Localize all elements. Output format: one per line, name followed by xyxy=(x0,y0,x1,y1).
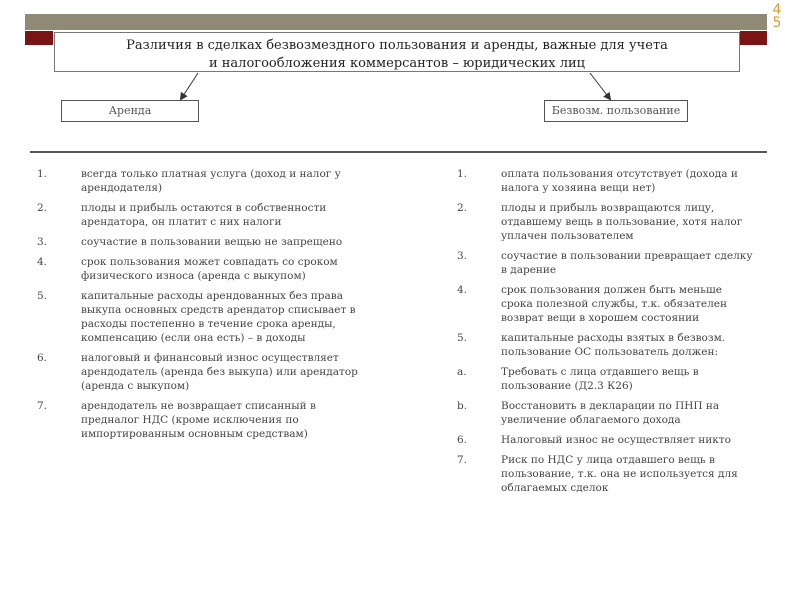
item-text: Налоговый износ не осуществляет никто xyxy=(501,434,731,446)
item-number: 6. xyxy=(457,434,468,446)
list-item xyxy=(457,167,757,195)
list-item xyxy=(37,399,367,441)
item-number: 5. xyxy=(457,332,468,344)
item-number: 5. xyxy=(37,290,48,302)
list-item xyxy=(457,453,757,495)
item-number: 6. xyxy=(37,352,48,364)
item-number: 2. xyxy=(37,202,48,214)
header-accent-right xyxy=(740,31,767,45)
list-item xyxy=(37,167,367,195)
item-text: Риск по НДС у лица отдавшего вещь в пользование, т.к. она не используется для облагаемых сделок xyxy=(501,454,738,494)
item-number: 4. xyxy=(37,256,48,268)
list-item xyxy=(457,399,757,427)
arrow-left xyxy=(181,73,198,99)
title-line-1: Различия в сделках безвозмездного пользования и аренды, важные для учета xyxy=(126,38,668,53)
item-text: срок пользования должен быть меньше срока полезной службы, т.к. обязателен возврат вещи в хорошем состоянии xyxy=(501,284,727,324)
header-accent-left xyxy=(25,31,53,45)
item-text: капитальные расходы взятых в безвозм. пользование ОС пользователь должен: xyxy=(501,332,726,358)
item-number: 7. xyxy=(37,400,48,412)
list-item xyxy=(457,249,757,277)
item-number: b. xyxy=(457,400,468,412)
item-text: соучастие в пользовании вещью не запрещено xyxy=(81,236,343,248)
arrow-right xyxy=(590,73,610,99)
item-text: Восстановить в декларации по ПНП на увеличение облагаемого дохода xyxy=(501,400,720,426)
list-item xyxy=(37,289,367,345)
list-bezvozm xyxy=(457,167,757,501)
item-number: 7. xyxy=(457,454,468,466)
item-number: 1. xyxy=(457,168,468,180)
title-line-2: и налогообложения коммерсантов – юридических лиц xyxy=(208,56,586,71)
list-item xyxy=(37,235,367,249)
item-number: 2. xyxy=(457,202,468,214)
box-arenda: Аренда xyxy=(61,100,199,122)
item-number: 1. xyxy=(37,168,48,180)
list-arenda xyxy=(37,167,367,447)
list-item xyxy=(37,351,367,393)
list-item xyxy=(37,201,367,229)
item-number: 3. xyxy=(37,236,48,248)
item-number: 3. xyxy=(457,250,468,262)
list-item xyxy=(457,201,757,243)
item-number: a. xyxy=(457,366,467,378)
list-item xyxy=(457,365,757,393)
list-item xyxy=(457,283,757,325)
item-text: плоды и прибыль возвращаются лицу, отдавшему вещь в пользование, хотя налог уплачен пользователем xyxy=(501,202,743,242)
item-text: Требовать с лица отдавшего вещь в пользование (Д2.3 К26) xyxy=(501,366,699,392)
item-number: 4. xyxy=(457,284,468,296)
item-text: всегда только платная услуга (доход и налог у арендодателя) xyxy=(81,168,341,194)
item-text: соучастие в пользовании превращает сделку в дарение xyxy=(501,250,753,276)
item-text: срок пользования может совпадать со сроком физического износа (аренда с выкупом) xyxy=(81,256,338,282)
list-item xyxy=(37,255,367,283)
item-text: арендодатель не возвращает списанный в предналог НДС (кроме исключения по импортированным основным средствам) xyxy=(81,400,316,440)
divider-line xyxy=(30,151,767,153)
box-bezvozm: Безвозм. пользование xyxy=(544,100,688,122)
item-text: капитальные расходы арендованных без права выкупа основных средств арендатор списывает в расходы постепенно в течение срока аренды, компенсацию (если она есть) – в доходы xyxy=(81,290,356,344)
title-box xyxy=(54,32,740,72)
page-number: 4 5 xyxy=(772,2,782,31)
header-bar xyxy=(25,14,767,30)
list-item xyxy=(457,433,757,447)
item-text: плоды и прибыль остаются в собственности арендатора, он платит с них налоги xyxy=(81,202,327,228)
item-text: оплата пользования отсутствует (дохода и налога у хозяина вещи нет) xyxy=(501,168,738,194)
list-item xyxy=(457,331,757,359)
item-text: налоговый и финансовый износ осуществляет арендодатель (аренда без выкупа) или арендатор (аренда с выкупом) xyxy=(81,352,358,392)
